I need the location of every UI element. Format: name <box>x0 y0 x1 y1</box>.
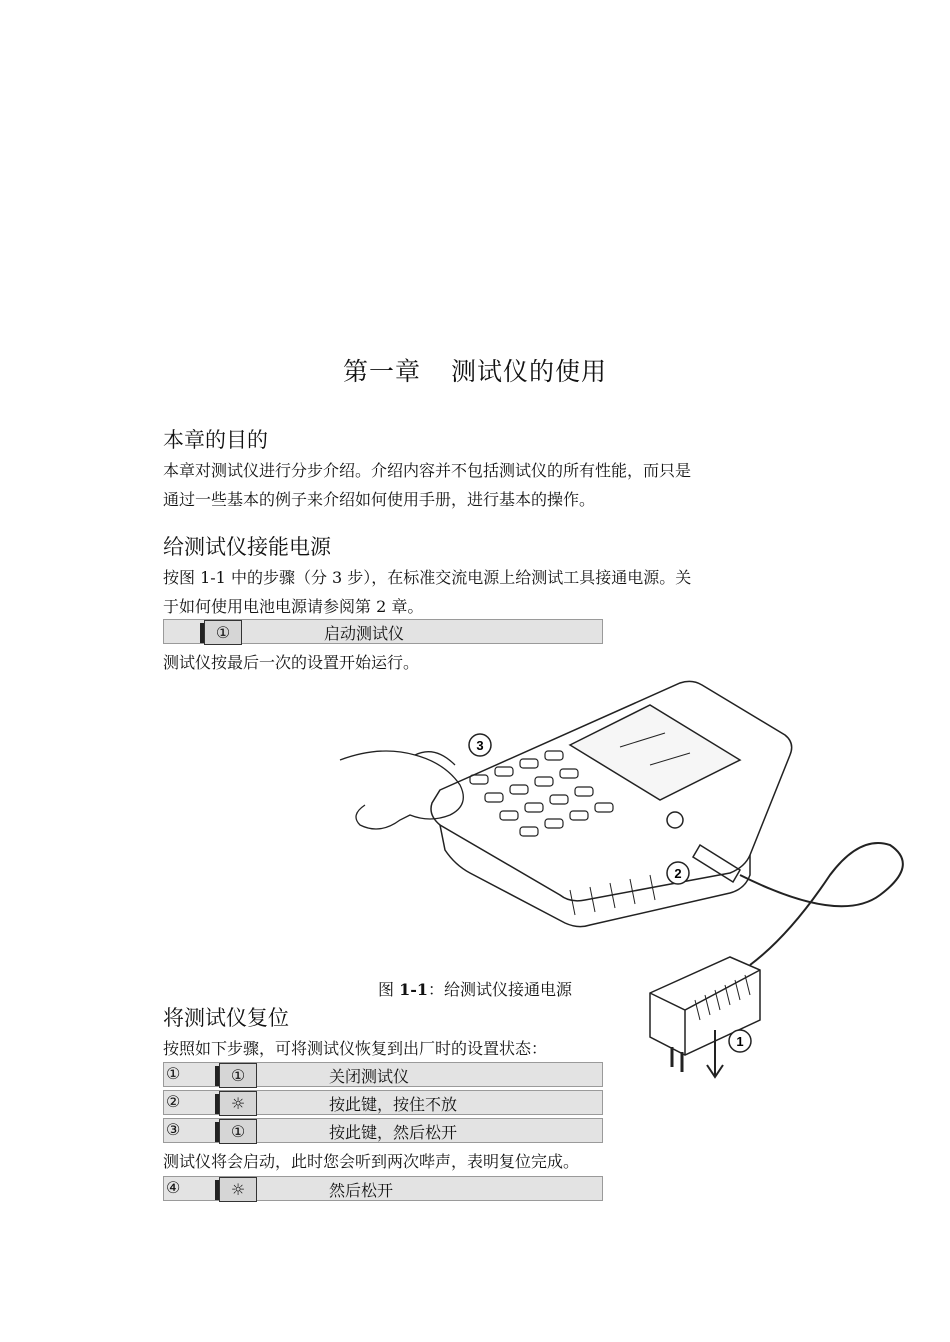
step-bar-power-on <box>163 619 603 644</box>
power-jack <box>667 812 683 828</box>
step-label: 按此键，然后松开 <box>329 1123 458 1142</box>
reset-step-4 <box>163 1176 603 1201</box>
power-note: 测试仪按最后一次的设置开始运行。 <box>163 653 420 672</box>
device-screen <box>570 705 740 800</box>
section-purpose-body <box>163 456 793 514</box>
device-keypad <box>470 751 613 836</box>
section-heading-purpose: 本章的目的 <box>163 428 268 452</box>
figure-caption <box>0 977 950 1000</box>
caption-text: ：给测试仪接通电源 <box>427 980 572 999</box>
marker-1-label: 1 <box>736 1034 744 1049</box>
power-key-icon: ① <box>204 620 242 645</box>
step-label: 关闭测试仪 <box>329 1067 410 1086</box>
reset-intro: 按照如下步骤，可将测试仪恢复到出厂时的设置状态： <box>163 1039 548 1058</box>
backlight-icon: ☼ <box>219 1091 257 1116</box>
chapter-title <box>0 352 950 388</box>
caption-number: 1-1 <box>399 980 428 999</box>
power-cable <box>740 843 903 965</box>
figure-illustration <box>320 675 920 1090</box>
step-number: ④ <box>166 1178 181 1197</box>
step-number: ① <box>166 1064 181 1083</box>
power-icon: ① <box>219 1119 257 1144</box>
section-heading-power: 给测试仪接能电源 <box>163 535 331 559</box>
reset-step-3 <box>163 1118 603 1143</box>
caption-prefix: 图 <box>377 980 400 999</box>
power-icon: ① <box>219 1063 257 1088</box>
body-line: 按图 1-1 中的步骤（分 3 步），在标准交流电源上给测试工具接通电源。关 <box>163 568 692 587</box>
body-line: 本章对测试仪进行分步介绍。介绍内容并不包括测试仪的所有性能，而只是 <box>163 461 692 480</box>
section-power-body <box>163 563 793 621</box>
marker-2-label: 2 <box>674 866 682 881</box>
chapter-name: 测试仪的使用 <box>451 357 608 386</box>
reset-step-2 <box>163 1090 603 1115</box>
step-label: 然后松开 <box>329 1181 394 1200</box>
step-number: ③ <box>166 1120 181 1139</box>
hand <box>340 751 463 829</box>
backlight-icon: ☼ <box>219 1177 257 1202</box>
reset-step-1 <box>163 1062 603 1087</box>
power-plug <box>693 845 740 882</box>
chapter-number: 第一章 <box>342 357 421 386</box>
marker-3-label: 3 <box>476 738 484 753</box>
body-line: 于如何使用电池电源请参阅第 2 章。 <box>163 597 424 616</box>
step-label: 按此键，按住不放 <box>329 1095 458 1114</box>
body-line: 通过一些基本的例子来介绍如何使用手册，进行基本的操作。 <box>163 490 596 509</box>
section-heading-reset: 将测试仪复位 <box>163 1006 289 1030</box>
reset-note: 测试仪将会启动，此时您会听到两次哔声，表明复位完成。 <box>163 1152 580 1171</box>
step-number: ② <box>166 1092 181 1111</box>
step-label: 启动测试仪 <box>324 624 405 643</box>
